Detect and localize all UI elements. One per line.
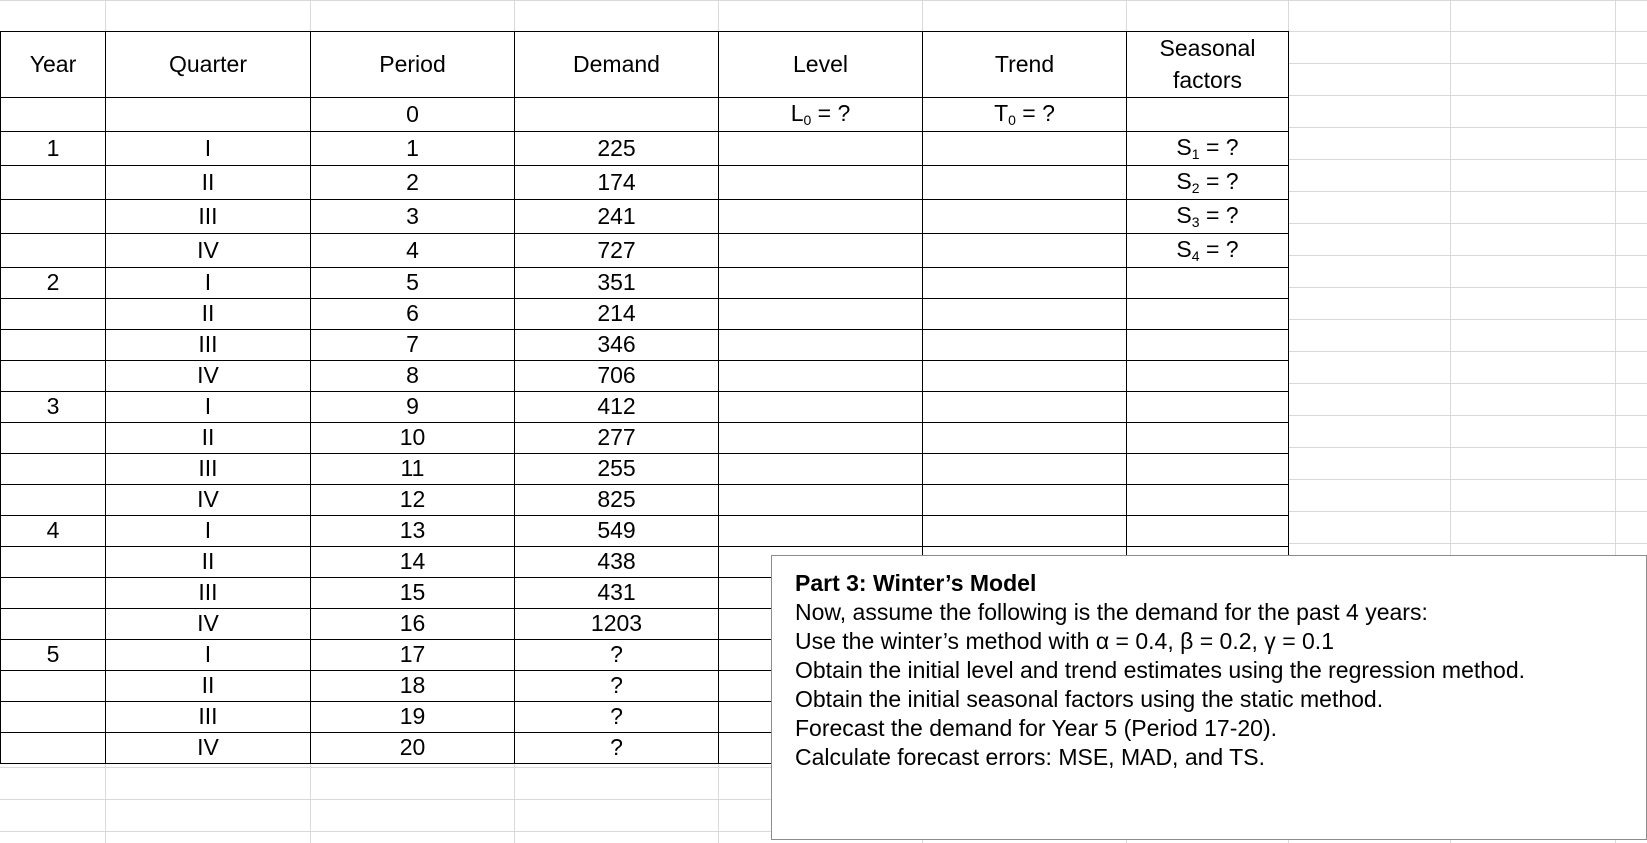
seasonal-symbol: S [1176,201,1192,228]
cell-year[interactable] [1,454,106,485]
cell-demand[interactable]: 277 [515,423,719,454]
cell-quarter[interactable]: II [106,166,311,200]
cell-demand[interactable]: 1203 [515,609,719,640]
cell-seasonal[interactable] [1127,423,1289,454]
header-seasonal-factors[interactable] [1127,32,1289,98]
cell-period[interactable]: 2 [311,166,515,200]
cell-period[interactable]: 1 [311,132,515,166]
cell-demand[interactable]: 214 [515,299,719,330]
cell-quarter[interactable]: III [106,454,311,485]
cell-demand[interactable]: 706 [515,361,719,392]
cell-level[interactable] [719,485,923,516]
seasonal-subscript: 2 [1191,179,1200,196]
textbox-line: Forecast the demand for Year 5 (Period 17-20). [795,715,1278,741]
table-row [1,299,1289,330]
cell-demand[interactable]: 174 [515,166,719,200]
table-row [1,454,1289,485]
header-seasonal-line2: factors [1172,66,1243,93]
cell-demand[interactable]: 241 [515,200,719,234]
cell-seasonal[interactable] [1127,516,1289,547]
cell-year[interactable] [1,547,106,578]
cell-quarter[interactable]: I [106,132,311,166]
cell-quarter[interactable]: III [106,200,311,234]
cell-seasonal[interactable] [1127,268,1289,299]
cell-demand[interactable]: 727 [515,234,719,268]
table-row [1,423,1289,454]
cell-quarter[interactable]: I [106,640,311,671]
cell-trend[interactable] [923,268,1127,299]
cell-demand[interactable]: 825 [515,485,719,516]
t0-subscript: 0 [1008,111,1016,128]
cell-quarter[interactable]: II [106,547,311,578]
cell-year[interactable]: 2 [1,268,106,299]
header-period[interactable]: Period [311,32,515,98]
table-row [1,132,1289,166]
cell-quarter[interactable]: IV [106,609,311,640]
cell-period[interactable]: 17 [311,640,515,671]
table-row [1,268,1289,299]
cell-level[interactable] [719,299,923,330]
cell-trend[interactable] [923,392,1127,423]
cell-period[interactable]: 19 [311,702,515,733]
cell-period[interactable]: 9 [311,392,515,423]
cell-level[interactable] [719,392,923,423]
l0-symbol: L [790,99,804,126]
cell-year[interactable]: 3 [1,392,106,423]
cell-demand[interactable]: 225 [515,132,719,166]
table-row [1,200,1289,234]
cell-trend[interactable] [923,166,1127,200]
table-row-period-0 [1,98,1289,132]
cell-demand[interactable]: 549 [515,516,719,547]
table-row [1,166,1289,200]
cell-seasonal[interactable] [1127,132,1289,166]
cell-seasonal[interactable] [1127,166,1289,200]
cell-quarter[interactable]: II [106,671,311,702]
cell-quarter[interactable]: IV [106,234,311,268]
cell-year[interactable] [1,702,106,733]
textbox-line: Obtain the initial seasonal factors using the static method. [795,686,1384,712]
cell-period[interactable]: 10 [311,423,515,454]
cell-trend[interactable] [923,330,1127,361]
cell-quarter[interactable]: III [106,578,311,609]
textbox-title: Part 3: Winter’s Model [795,570,1037,596]
cell-period[interactable]: 7 [311,330,515,361]
cell-level[interactable] [719,423,923,454]
cell-quarter[interactable]: III [106,702,311,733]
cell-period[interactable]: 5 [311,268,515,299]
cell-trend[interactable] [923,361,1127,392]
table-row [1,330,1289,361]
cell-year[interactable] [1,166,106,200]
cell-quarter[interactable]: I [106,392,311,423]
cell-seasonal[interactable] [1127,392,1289,423]
cell-level[interactable] [719,516,923,547]
cell-period[interactable]: 14 [311,547,515,578]
instructions-textbox[interactable] [771,555,1647,840]
header-year[interactable]: Year [1,32,106,98]
cell-demand[interactable] [515,98,719,132]
l0-rest: = ? [811,99,851,126]
textbox-line: Calculate forecast errors: MSE, MAD, and TS. [795,744,1265,770]
cell-quarter[interactable]: II [106,423,311,454]
cell-seasonal[interactable] [1127,98,1289,132]
cell-level[interactable] [719,200,923,234]
cell-demand[interactable]: 431 [515,578,719,609]
cell-year[interactable] [1,423,106,454]
cell-year[interactable] [1,330,106,361]
cell-trend[interactable] [923,454,1127,485]
cell-period[interactable]: 12 [311,485,515,516]
cell-year[interactable]: 1 [1,132,106,166]
cell-trend[interactable] [923,200,1127,234]
seasonal-rest: = ? [1199,167,1239,194]
t0-rest: = ? [1015,99,1055,126]
cell-quarter[interactable]: IV [106,485,311,516]
cell-trend[interactable] [923,485,1127,516]
cell-period[interactable]: 3 [311,200,515,234]
cell-year[interactable] [1,578,106,609]
seasonal-symbol: S [1176,133,1192,160]
cell-period[interactable]: 15 [311,578,515,609]
cell-quarter[interactable]: IV [106,361,311,392]
cell-demand[interactable]: 346 [515,330,719,361]
cell-demand[interactable]: ? [515,671,719,702]
seasonal-rest: = ? [1199,235,1239,262]
cell-quarter[interactable] [106,98,311,132]
cell-trend[interactable] [923,423,1127,454]
cell-level[interactable] [719,166,923,200]
cell-period[interactable]: 8 [311,361,515,392]
cell-quarter[interactable]: IV [106,733,311,764]
cell-seasonal[interactable] [1127,485,1289,516]
l0-subscript: 0 [803,111,812,128]
cell-level[interactable] [719,268,923,299]
header-quarter[interactable]: Quarter [106,32,311,98]
cell-trend[interactable] [923,516,1127,547]
seasonal-rest: = ? [1199,133,1239,160]
cell-level[interactable] [719,330,923,361]
cell-year[interactable] [1,609,106,640]
cell-period[interactable]: 0 [311,98,515,132]
cell-year[interactable] [1,733,106,764]
textbox-line: Obtain the initial level and trend estimates using the regression method. [795,657,1526,683]
cell-year[interactable] [1,299,106,330]
cell-trend[interactable] [923,299,1127,330]
table-row [1,234,1289,268]
cell-period[interactable]: 11 [311,454,515,485]
cell-seasonal[interactable] [1127,361,1289,392]
table-row [1,361,1289,392]
cell-quarter[interactable]: III [106,330,311,361]
cell-level[interactable] [719,454,923,485]
cell-demand[interactable]: ? [515,640,719,671]
cell-year[interactable]: 5 [1,640,106,671]
cell-year[interactable] [1,98,106,132]
cell-level-l0[interactable] [719,98,923,132]
table-row [1,516,1289,547]
header-demand[interactable]: Demand [515,32,719,98]
cell-seasonal[interactable] [1127,200,1289,234]
seasonal-subscript: 4 [1191,247,1200,264]
seasonal-symbol: S [1176,235,1192,262]
cell-year[interactable] [1,234,106,268]
cell-quarter[interactable]: I [106,268,311,299]
cell-demand[interactable]: 351 [515,268,719,299]
cell-level[interactable] [719,234,923,268]
cell-year[interactable] [1,361,106,392]
seasonal-subscript: 1 [1191,145,1200,162]
header-seasonal-line1: Seasonal [1159,35,1256,62]
cell-demand[interactable]: 255 [515,454,719,485]
header-trend[interactable]: Trend [923,32,1127,98]
cell-seasonal[interactable] [1127,330,1289,361]
table-row [1,392,1289,423]
cell-year[interactable] [1,200,106,234]
cell-period[interactable]: 18 [311,671,515,702]
cell-level[interactable] [719,132,923,166]
cell-period[interactable]: 4 [311,234,515,268]
cell-period[interactable]: 6 [311,299,515,330]
cell-quarter[interactable]: II [106,299,311,330]
textbox-line: Now, assume the following is the demand for the past 4 years: [795,599,1428,625]
cell-level[interactable] [719,361,923,392]
seasonal-subscript: 3 [1191,213,1200,230]
table-row [1,485,1289,516]
cell-seasonal[interactable] [1127,454,1289,485]
cell-year[interactable] [1,485,106,516]
textbox-line: Use the winter’s method with α = 0.4, β = 0.2, γ = 0.1 [795,628,1334,654]
cell-period[interactable]: 13 [311,516,515,547]
cell-trend[interactable] [923,234,1127,268]
cell-trend-t0[interactable] [923,98,1127,132]
cell-period[interactable]: 16 [311,609,515,640]
cell-period[interactable]: 20 [311,733,515,764]
cell-seasonal[interactable] [1127,299,1289,330]
header-level[interactable]: Level [719,32,923,98]
cell-quarter[interactable]: I [106,516,311,547]
cell-trend[interactable] [923,132,1127,166]
cell-seasonal[interactable] [1127,234,1289,268]
cell-demand[interactable]: 438 [515,547,719,578]
seasonal-rest: = ? [1199,201,1239,228]
t0-symbol: T [994,99,1009,126]
cell-year[interactable]: 4 [1,516,106,547]
cell-demand[interactable]: ? [515,702,719,733]
seasonal-symbol: S [1176,167,1192,194]
cell-demand[interactable]: 412 [515,392,719,423]
cell-year[interactable] [1,671,106,702]
cell-demand[interactable]: ? [515,733,719,764]
